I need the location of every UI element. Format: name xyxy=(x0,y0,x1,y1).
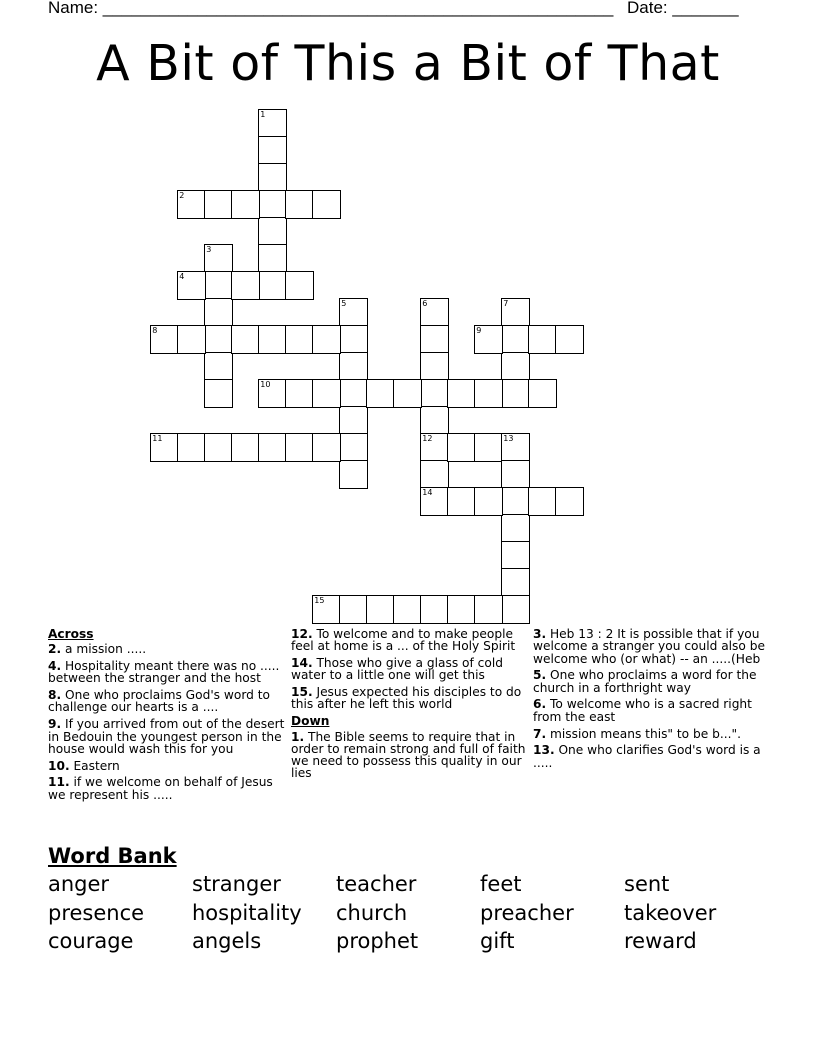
puzzle-title: A Bit of This a Bit of That xyxy=(96,35,720,92)
crossword-cell[interactable] xyxy=(231,325,260,354)
crossword-cell[interactable] xyxy=(501,433,530,462)
crossword-cell[interactable] xyxy=(258,271,287,300)
crossword-cell[interactable] xyxy=(204,325,233,354)
across-clue-12 xyxy=(291,628,529,653)
crossword-cell[interactable] xyxy=(285,190,314,219)
word-bank-title: Word Bank xyxy=(48,844,177,868)
crossword-cell[interactable] xyxy=(393,595,422,624)
clues-column-3 xyxy=(533,628,771,773)
clue-text: mission means this" to be b...". xyxy=(550,726,741,741)
clues-column-1 xyxy=(48,628,286,806)
word-bank-item: presence xyxy=(48,900,145,925)
clue-number: 11. xyxy=(48,775,70,790)
crossword-cell[interactable] xyxy=(177,190,206,219)
clue-text: Jesus expected his disciples to do this after he left this world xyxy=(291,685,522,712)
word-bank-item: hospitality xyxy=(192,900,302,925)
crossword-cell[interactable] xyxy=(258,163,287,192)
clue-number-label: 5 xyxy=(341,299,347,309)
word-bank-list xyxy=(48,870,768,956)
word-bank-item: anger xyxy=(48,872,110,896)
crossword-cell[interactable] xyxy=(258,217,287,246)
clue-text: if we welcome on behalf of Jesus we represent his ..... xyxy=(48,775,273,802)
date-field[interactable]: Date: _______ xyxy=(627,0,739,17)
crossword-cell[interactable] xyxy=(258,433,287,462)
clue-number: 6. xyxy=(533,697,547,712)
word-bank-item: teacher xyxy=(336,872,417,896)
crossword-cell[interactable] xyxy=(474,595,503,624)
clue-number: 1. xyxy=(291,729,305,744)
across-clue-8 xyxy=(48,689,286,714)
clue-number-label: 11 xyxy=(152,434,163,444)
crossword-cell[interactable] xyxy=(420,433,449,462)
crossword-cell[interactable] xyxy=(501,514,530,543)
crossword-cell[interactable] xyxy=(528,379,557,408)
crossword-cell[interactable] xyxy=(231,433,260,462)
crossword-cell[interactable] xyxy=(528,487,557,516)
word-bank-item: gift xyxy=(480,929,515,953)
crossword-cell[interactable] xyxy=(258,379,287,408)
crossword-cell[interactable] xyxy=(285,271,314,300)
crossword-cell[interactable] xyxy=(447,433,476,462)
down-clue-5 xyxy=(533,669,771,694)
crossword-cell[interactable] xyxy=(501,595,530,624)
crossword-cell[interactable] xyxy=(501,298,530,327)
crossword-cell[interactable] xyxy=(312,190,341,219)
down-clue-6 xyxy=(533,698,771,723)
across-clue-10 xyxy=(48,760,286,772)
crossword-cell[interactable] xyxy=(447,379,476,408)
crossword-cell[interactable] xyxy=(204,190,233,219)
crossword-cell[interactable] xyxy=(339,406,368,435)
clue-text: To welcome and to make people feel at home is a ... of the Holy Spirit xyxy=(291,627,516,654)
crossword-cell[interactable] xyxy=(285,379,314,408)
clue-number: 7. xyxy=(533,726,547,741)
clue-number-label: 15 xyxy=(314,596,325,606)
across-clue-14 xyxy=(291,657,529,682)
crossword-cell[interactable] xyxy=(366,595,395,624)
crossword-cell[interactable] xyxy=(258,325,287,354)
clue-number: 8. xyxy=(48,688,62,703)
crossword-cell[interactable] xyxy=(501,460,530,489)
crossword-cell[interactable] xyxy=(339,298,368,327)
crossword-cell[interactable] xyxy=(312,379,341,408)
across-clue-9 xyxy=(48,718,286,755)
crossword-cell[interactable] xyxy=(204,244,233,273)
crossword-cell[interactable] xyxy=(339,325,368,354)
down-clue-13 xyxy=(533,744,771,769)
crossword-cell[interactable] xyxy=(150,433,179,462)
crossword-cell[interactable] xyxy=(339,352,368,381)
crossword-cell[interactable] xyxy=(339,595,368,624)
clue-number: 9. xyxy=(48,717,62,732)
crossword-cell[interactable] xyxy=(258,136,287,165)
name-field[interactable]: Name: ______________________________________________________ xyxy=(48,0,614,17)
clue-number: 5. xyxy=(533,668,547,683)
clue-text: One who clarifies God's word is a ..... xyxy=(533,743,761,770)
crossword-cell[interactable] xyxy=(501,487,530,516)
down-clue-3 xyxy=(533,628,771,665)
word-bank-item: takeover xyxy=(624,900,717,925)
clues-column-2 xyxy=(291,628,529,784)
clue-number-label: 3 xyxy=(206,245,212,255)
crossword-cell[interactable] xyxy=(177,433,206,462)
crossword-cell[interactable] xyxy=(258,244,287,273)
crossword-cell[interactable] xyxy=(420,379,449,408)
word-bank-item: church xyxy=(336,900,408,925)
crossword-cell[interactable] xyxy=(258,109,287,138)
word-bank-item: sent xyxy=(624,872,670,896)
crossword-cell[interactable] xyxy=(474,487,503,516)
clue-number: 14. xyxy=(291,656,313,671)
crossword-cell[interactable] xyxy=(420,595,449,624)
crossword-cell[interactable] xyxy=(204,352,233,381)
crossword-cell[interactable] xyxy=(447,595,476,624)
crossword-cell[interactable] xyxy=(501,541,530,570)
crossword-cell[interactable] xyxy=(555,325,584,354)
crossword-cell[interactable] xyxy=(258,190,287,219)
word-bank-item: prophet xyxy=(336,929,419,953)
crossword-cell[interactable] xyxy=(528,325,557,354)
clue-number-label: 12 xyxy=(422,434,433,444)
clue-text: One who proclaims God's word to challenge our hearts is a .... xyxy=(48,688,270,715)
clue-text: The Bible seems to require that in order to remain strong and full of faith we need to possess this quality in our lies xyxy=(291,729,526,781)
crossword-cell[interactable] xyxy=(285,325,314,354)
clue-number-label: 7 xyxy=(503,299,509,309)
crossword-cell[interactable] xyxy=(501,352,530,381)
crossword-cell[interactable] xyxy=(285,433,314,462)
crossword-cell[interactable] xyxy=(339,379,368,408)
clue-number: 13. xyxy=(533,743,555,758)
clue-number: 2. xyxy=(48,642,62,657)
crossword-cell[interactable] xyxy=(420,406,449,435)
clue-number-label: 2 xyxy=(179,191,185,201)
clue-number: 4. xyxy=(48,659,62,674)
crossword-cell[interactable] xyxy=(420,487,449,516)
across-clue-15 xyxy=(291,686,529,711)
crossword-cell[interactable] xyxy=(447,487,476,516)
crossword-cell[interactable] xyxy=(150,325,179,354)
crossword-cell[interactable] xyxy=(339,460,368,489)
word-bank-item: reward xyxy=(624,929,697,953)
crossword-cell[interactable] xyxy=(204,271,233,300)
across-clue-11 xyxy=(48,776,286,801)
word-bank-item: courage xyxy=(48,929,134,953)
clue-number-label: 1 xyxy=(260,110,266,120)
across-clue-2 xyxy=(48,643,286,655)
crossword-cell[interactable] xyxy=(312,595,341,624)
crossword-cell[interactable] xyxy=(231,190,260,219)
crossword-cell[interactable] xyxy=(177,325,206,354)
across-heading: Across xyxy=(48,627,94,641)
down-clue-7 xyxy=(533,728,771,740)
clue-number-label: 10 xyxy=(260,380,271,390)
across-clue-4 xyxy=(48,660,286,685)
clue-number-label: 8 xyxy=(152,326,158,336)
crossword-cell[interactable] xyxy=(204,379,233,408)
clue-number: 15. xyxy=(291,685,313,700)
word-bank xyxy=(48,842,768,956)
crossword-cell[interactable] xyxy=(339,433,368,462)
clue-number: 12. xyxy=(291,627,313,641)
clue-number-label: 14 xyxy=(422,488,433,498)
word-bank-item: angels xyxy=(192,929,262,953)
crossword-cell[interactable] xyxy=(555,487,584,516)
crossword-cell[interactable] xyxy=(474,379,503,408)
crossword-cell[interactable] xyxy=(366,379,395,408)
clue-text: Those who give a glass of cold water to a little one will get this xyxy=(291,656,503,683)
crossword-cell[interactable] xyxy=(420,325,449,354)
clue-number: 3. xyxy=(533,627,547,641)
clue-number-label: 4 xyxy=(179,272,185,282)
clue-text: To welcome who is a sacred right from the east xyxy=(533,697,752,724)
clue-text: Hospitality meant there was no ..... between the stranger and the host xyxy=(48,659,280,686)
clue-text: If you arrived from out of the desert in Bedouin the youngest person in the house would wash this for you xyxy=(48,717,285,756)
down-heading: Down xyxy=(291,714,330,729)
crossword-cell[interactable] xyxy=(312,325,341,354)
clue-number: 10. xyxy=(48,758,70,773)
crossword-cell[interactable] xyxy=(501,379,530,408)
crossword-cell[interactable] xyxy=(501,325,530,354)
word-bank-item: feet xyxy=(480,872,522,896)
crossword-cell[interactable] xyxy=(474,433,503,462)
crossword-cell[interactable] xyxy=(420,298,449,327)
clue-text: Eastern xyxy=(73,758,120,773)
clue-text: a mission ..... xyxy=(65,642,147,657)
crossword-cell[interactable] xyxy=(312,433,341,462)
crossword-cell[interactable] xyxy=(474,325,503,354)
crossword-cell[interactable] xyxy=(420,352,449,381)
crossword-cell[interactable] xyxy=(204,298,233,327)
crossword-cell[interactable] xyxy=(420,460,449,489)
clue-number-label: 13 xyxy=(503,434,514,444)
crossword-cell[interactable] xyxy=(204,433,233,462)
crossword-cell[interactable] xyxy=(177,271,206,300)
down-clue-1 xyxy=(291,731,529,780)
word-bank-item: stranger xyxy=(192,872,281,896)
clue-text: One who proclaims a word for the church in a forthright way xyxy=(533,668,757,695)
clue-number-label: 6 xyxy=(422,299,428,309)
word-bank-item: preacher xyxy=(480,900,574,925)
crossword-cell[interactable] xyxy=(231,271,260,300)
crossword-cell[interactable] xyxy=(501,568,530,597)
clue-text: Heb 13 : 2 It is possible that if you welcome a stranger you could also be welcome who (or what) -- an .....(Heb xyxy=(533,627,765,666)
crossword-cell[interactable] xyxy=(393,379,422,408)
clue-number-label: 9 xyxy=(476,326,482,336)
